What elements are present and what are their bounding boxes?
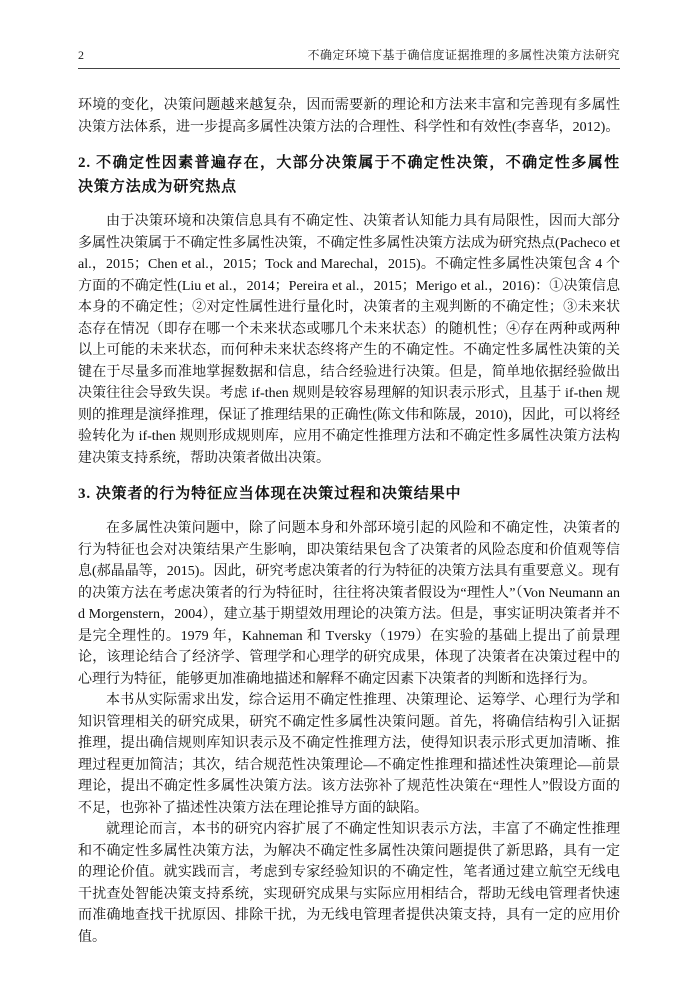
document-body (78, 95, 620, 948)
page-header (78, 46, 620, 68)
paragraph-uncertainty: 由于决策环境和决策信息具有不确定性、决策者认知能力具有局限性，因而大部分多属性决策属于不确定性多属性决策，不确定性多属性决策方法成为研究热点(Pacheco et al.，2015；Chen et al.，2015；Tock and Marechal，2015)。不确定性多属性决策包含 4 个方面的不确定性(Liu et al.，2014；Pereira et al.，2015；Merigo et al.，2016)：①决策信息本身的不确定性；②对定性属性进行量化时，决策者的主观判断的不确定性；③未来状态存在情况（即存在哪一个未来状态或哪几个未来状态）的随机性；④存在两种或两种以上可能的未来状态，而何种未来状态终将产生的不确定性。不确定性多属性决策的关键在于尽量多而准地掌握数据和信息，结合经验进行决策。但是，简单地依据经验做出决策往往会导致失误。考虑 if-then 规则是较容易理解的知识表示形式，且基于 if-then 规则的推理是演绎推理，保证了推理结果的正确性(陈文伟和陈晟，2010)，因此，可以将经验转化为 if-then 规则形成规则库，应用不确定性推理方法和不确定性多属性决策方法构建决策支持系统，帮助决策者做出决策。 (78, 214, 620, 466)
running-title: 不确定环境下基于确信度证据推理的多属性决策方法研究 (307, 48, 620, 62)
header-rule (78, 68, 620, 69)
section-heading-2: 2. 不确定性因素普遍存在，大部分决策属于不确定性决策，不确定性多属性决策方法成为研究热点 (78, 155, 620, 195)
paragraph-value: 就理论而言，本书的研究内容扩展了不确定性知识表示方法，丰富了不确定性推理和不确定性多属性决策方法，为解决不确定性多属性决策问题提供了新思路，具有一定的理论价值。就实践而言，考虑到专家经验知识的不确定性，笔者通过建立航空无线电干扰查处智能决策支持系统，实现研究成果与实际应用相结合，帮助无线电管理者快速而准确地查找干扰原因、排除干扰，为无线电管理者提供决策支持，具有一定的应用价值。 (78, 822, 620, 945)
section-heading-3: 3. 决策者的行为特征应当体现在决策过程和决策结果中 (78, 486, 462, 502)
page-number: 2 (78, 48, 85, 62)
paragraph-continuation: 环境的变化，决策问题越来越复杂，因而需要新的理论和方法来丰富和完善现有多属性决策方法体系，进一步提高多属性决策方法的合理性、科学性和有效性(李喜华，2012)。 (78, 98, 620, 135)
paragraph-approach: 本书从实际需求出发，综合运用不确定性推理、决策理论、运筹学、心理行为学和知识管理相关的研究成果，研究不确定性多属性决策问题。首先，将确信结构引入证据推理，提出确信规则库知识表示及不确定性推理方法，使得知识表示形式更加清晰、推理过程更加简洁；其次，结合规范性决策理论—不确定性推理和描述性决策理论—前景理论，提出不确定性多属性决策方法。该方法弥补了规范性决策在“理性人”假设方面的不足，也弥补了描述性决策方法在理论推导方面的缺陷。 (78, 693, 620, 816)
paragraph-behavior: 在多属性决策问题中，除了问题本身和外部环境引起的风险和不确定性，决策者的行为特征也会对决策结果产生影响，即决策结果包含了决策者的风险态度和价值观等信息(郝晶晶等，2015)。因此，研究考虑决策者的行为特征的决策方法具有重要意义。现有的决策方法在考虑决策者的行为特征时，往往将决策者假设为“理性人”（Von Neumann and Morgenstern，2004），建立基于期望效用理论的决策方法。但是，事实证明决策者并不是完全理性的。1979 年，Kahneman 和 Tversky（1979）在实验的基础上提出了前景理论，该理论结合了经济学、管理学和心理学的研究成果，体现了决策者在决策过程中的心理行为特征，能够更加准确地描述和解释不确定因素下决策者的判断和选择行为。 (78, 521, 620, 687)
